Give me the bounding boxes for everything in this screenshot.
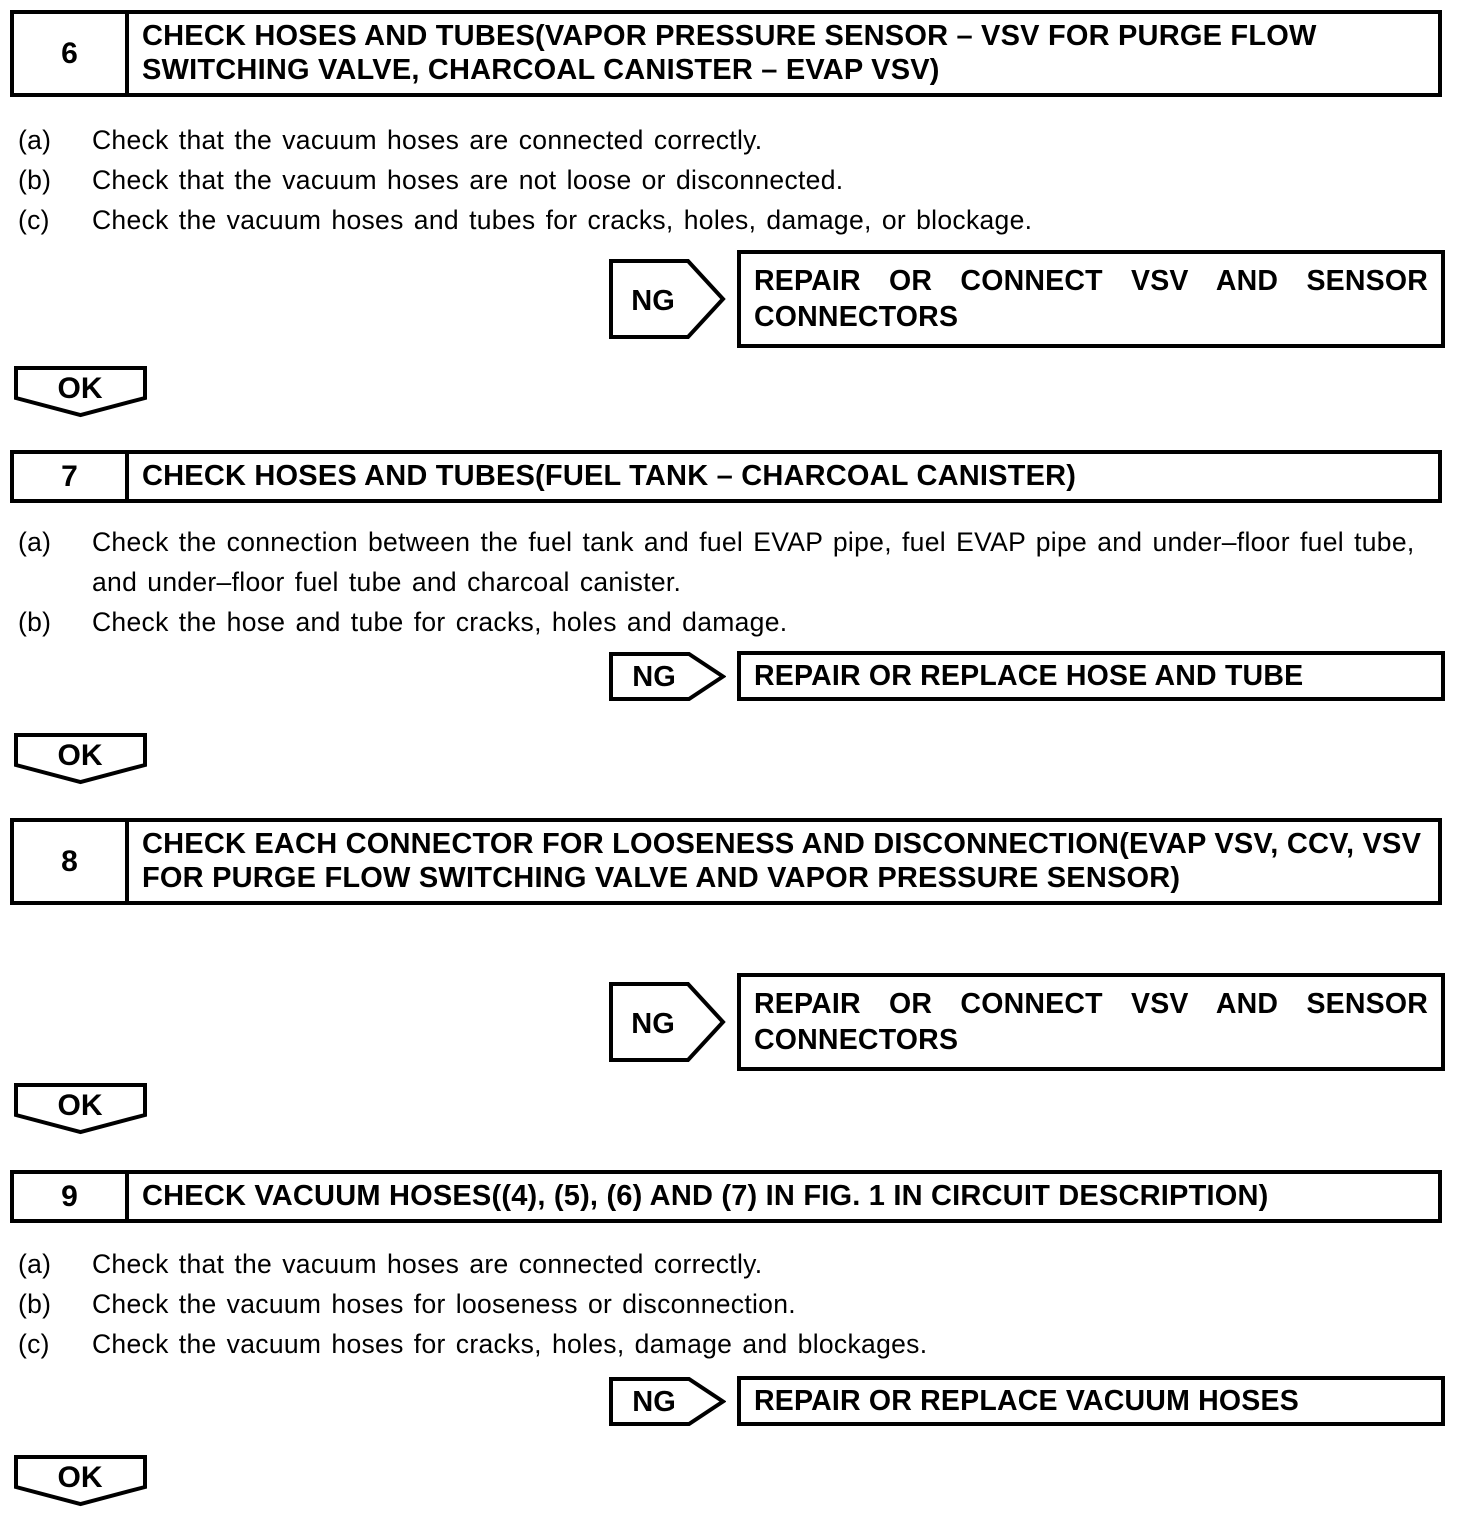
list-item-label: (c) [18,1329,50,1359]
step-9-ng-branch [609,1376,1445,1426]
list-item-label: (a) [18,1249,52,1279]
step-8-ng-branch [609,973,1445,1071]
list-item [18,1244,1445,1284]
ng-label: NG [631,1008,675,1040]
list-item [18,1324,1445,1364]
step-6-checklist [18,120,1445,240]
step-7-ng-branch [609,651,1445,701]
ng-label: NG [632,660,676,693]
list-item-label: (b) [18,607,52,637]
list-item-text: Check the vacuum hoses and tubes for cracks, holes, damage, or blockage. [92,205,1033,235]
list-item-label: (a) [18,527,52,557]
list-item [18,1284,1445,1324]
step-9-ng-action: REPAIR OR REPLACE VACUUM HOSES [737,1376,1445,1426]
step-7-header [10,450,1442,503]
ok-marker-icon [14,733,147,785]
list-item-label: (b) [18,165,52,195]
step-6-ng-branch [609,250,1445,348]
list-item-label: (b) [18,1289,52,1319]
step-8-title: CHECK EACH CONNECTOR FOR LOOSENESS AND DISCONNECTION(EVAP VSV, CCV, VSV FOR PURGE FLOW SWITCHING VALVE AND VAPOR PRESSURE SENSOR) [142,828,1422,894]
step-8-number: 8 [14,822,129,901]
ng-arrow-icon [609,1377,726,1426]
step-9-checklist [18,1244,1445,1364]
ok-label: OK [57,739,103,772]
list-item-text: Check that the vacuum hoses are connected correctly. [92,125,763,155]
list-item [18,602,1445,642]
ng-arrow-icon [609,982,726,1062]
step-7-ng-action: REPAIR OR REPLACE HOSE AND TUBE [737,651,1445,701]
ok-marker-icon [14,1455,147,1507]
step-6-ng-action: REPAIR OR CONNECT VSV AND SENSOR CONNECTORS [737,250,1445,348]
list-item-text: Check the hose and tube for cracks, holes and damage. [92,607,788,637]
ok-marker-icon [14,1083,147,1135]
ng-label: NG [632,1385,676,1418]
list-item-text: Check the connection between the fuel tank and fuel EVAP pipe, fuel EVAP pipe and under–floor fuel tube, and under–floor fuel tube and charcoal canister. [92,527,1415,597]
list-item-text: Check the vacuum hoses for looseness or disconnection. [92,1289,796,1319]
ok-label: OK [57,1089,103,1122]
list-item [18,120,1445,160]
list-item-label: (c) [18,205,50,235]
list-item [18,200,1445,240]
step-6-number: 6 [14,14,129,93]
ng-label: NG [631,285,675,317]
list-item [18,160,1445,200]
ok-marker-icon [14,366,147,418]
list-item-label: (a) [18,125,52,155]
list-item-text: Check that the vacuum hoses are not loose or disconnected. [92,165,844,195]
step-6-title: CHECK HOSES AND TUBES(VAPOR PRESSURE SENSOR – VSV FOR PURGE FLOW SWITCHING VALVE, CHARCOAL CANISTER – EVAP VSV) [142,20,1317,86]
step-8-ng-action: REPAIR OR CONNECT VSV AND SENSOR CONNECTORS [737,973,1445,1071]
step-6-header [10,10,1442,97]
step-7-number: 7 [14,454,129,499]
ng-arrow-icon [609,259,726,339]
step-8-header [10,818,1442,905]
ok-label: OK [57,372,103,405]
step-9-number: 9 [14,1174,129,1219]
ng-arrow-icon [609,652,726,701]
step-9-header [10,1170,1442,1223]
ok-label: OK [57,1461,103,1494]
step-7-title: CHECK HOSES AND TUBES(FUEL TANK – CHARCOAL CANISTER) [142,460,1077,492]
step-9-title: CHECK VACUUM HOSES((4), (5), (6) AND (7) IN FIG. 1 IN CIRCUIT DESCRIPTION) [142,1180,1269,1212]
list-item [18,522,1445,602]
step-7-checklist [18,522,1445,642]
list-item-text: Check that the vacuum hoses are connected correctly. [92,1249,763,1279]
list-item-text: Check the vacuum hoses for cracks, holes, damage and blockages. [92,1329,928,1359]
